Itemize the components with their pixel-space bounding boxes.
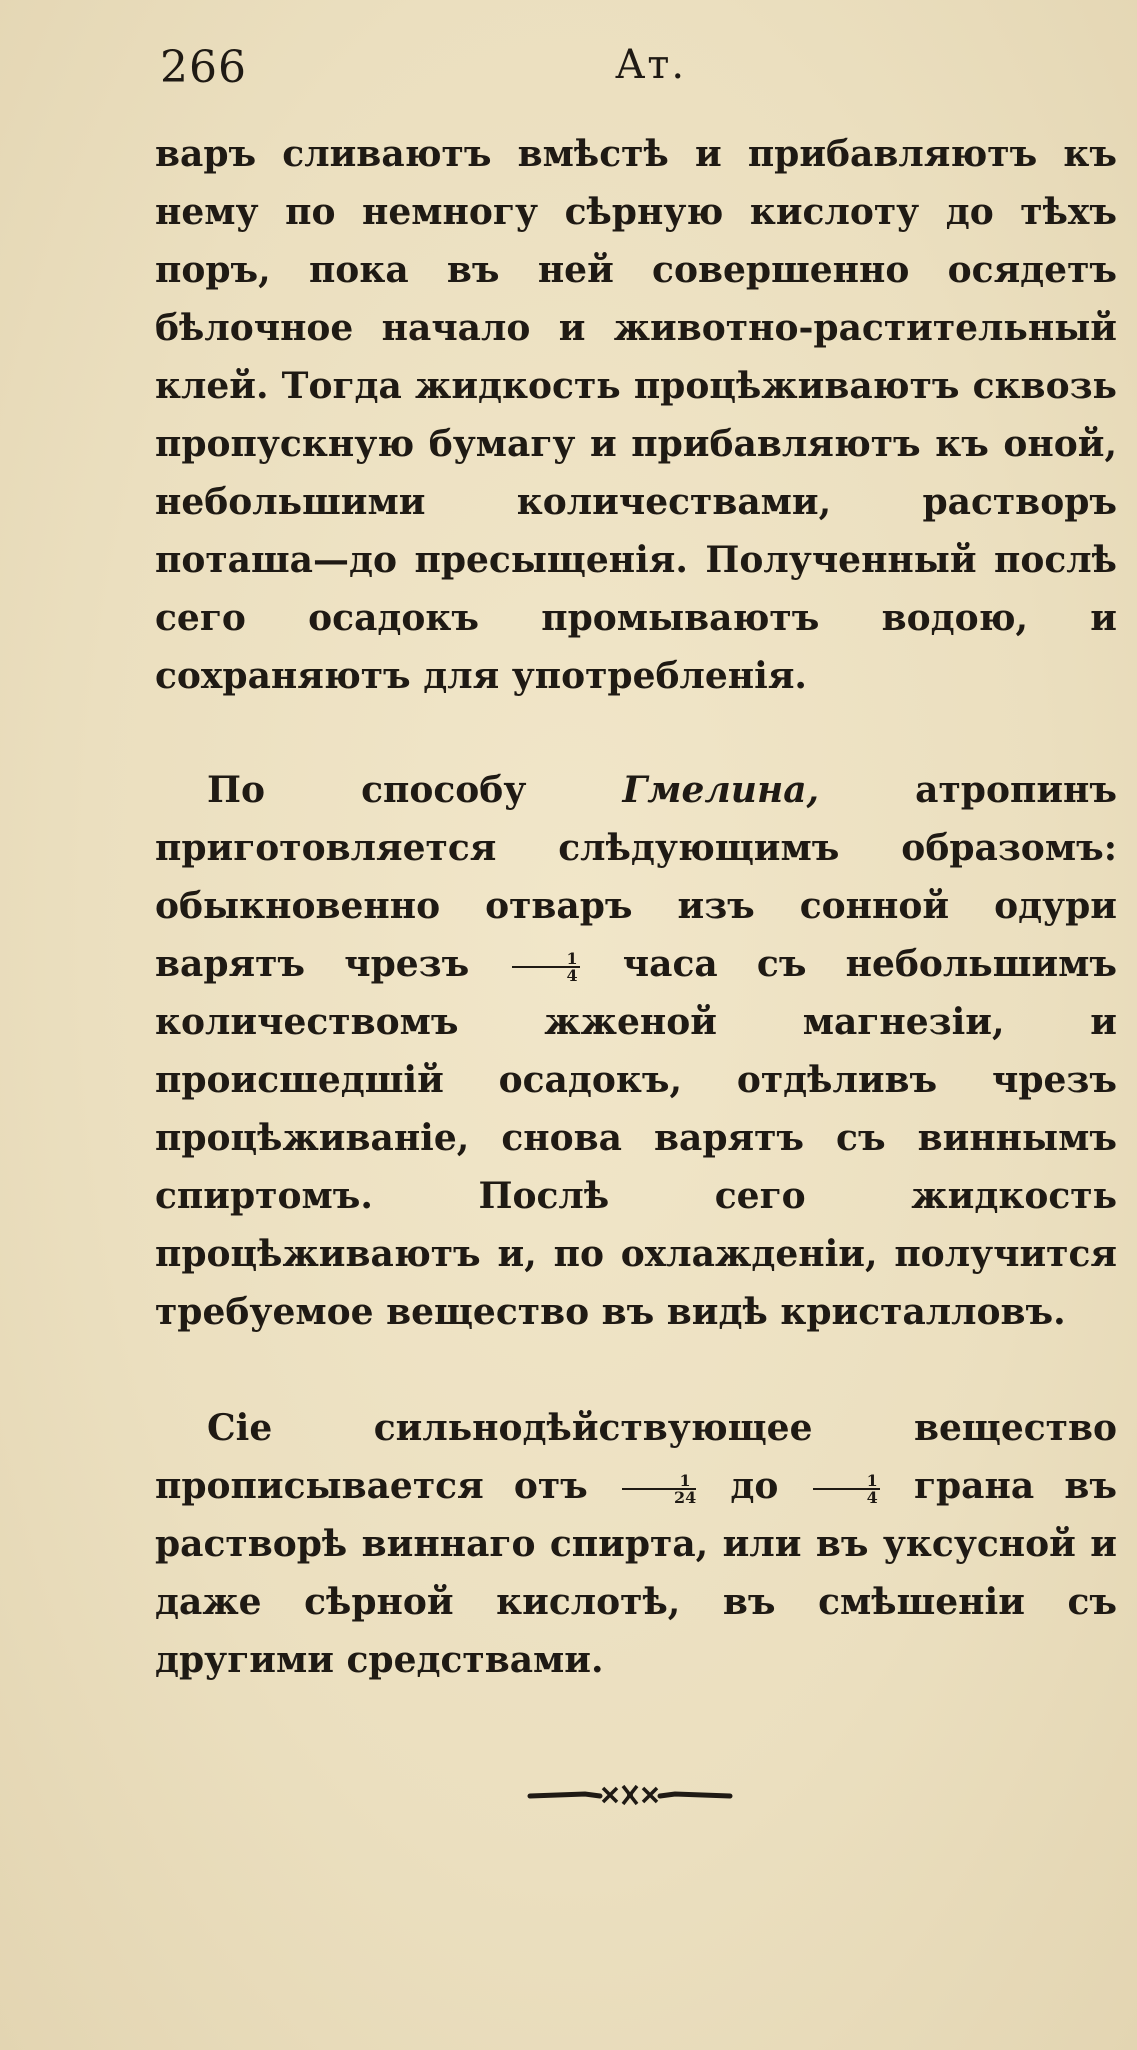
paragraph-3-part2: до	[730, 1465, 779, 1507]
fraction-denominator: 4	[566, 966, 578, 985]
running-head: Ат.	[615, 42, 687, 88]
fraction-denominator: 4	[866, 1488, 878, 1507]
page-header	[160, 42, 1120, 102]
ornament-divider	[525, 1780, 735, 1810]
paragraph-2-intro: По способу	[207, 769, 623, 811]
paragraph-2-text: атропинъ приготовляется слѣдующимъ образомъ: обыкновенно отваръ изъ сонной одури варятъ чрезъ	[155, 769, 1117, 985]
author-name: Гмелина,	[622, 769, 820, 811]
paragraph-3	[155, 1399, 1117, 1689]
paragraph-2-rest: часа съ небольшимъ количествомъ жженой магнезіи, и происшедшій осадокъ, отдѣливъ чрезъ процѣживаніе, снова варятъ съ виннымъ спиртомъ. Послѣ сего жидкость процѣживаютъ и, по охлажденіи, получится требуемое вещество въ видѣ кристалловъ.	[155, 943, 1117, 1333]
fraction-numerator: 1	[813, 1473, 880, 1490]
fraction-numerator: 1	[622, 1473, 696, 1490]
paragraph-3-part1: Сіе сильнодѣйствующее вещество прописывается отъ	[155, 1407, 1117, 1507]
body-text	[155, 125, 1117, 1689]
paragraph-1: варъ сливаютъ вмѣстѣ и прибавляютъ къ нему по немногу сѣрную кислоту до тѣхъ поръ, пока въ ней совершенно осядетъ бѣлочное начало и животно-растительный клей. Тогда жидкость процѣживаютъ сквозь пропускную бумагу и прибавляютъ къ оной, небольшими количествами, растворъ поташа—до пресыщенія. Полученный послѣ сего осадокъ промываютъ водою, и сохраняютъ для употребленія.	[155, 133, 1117, 697]
fraction-dose-max	[813, 1473, 880, 1505]
fraction-quarter	[512, 951, 579, 983]
fraction-denominator: 24	[673, 1488, 697, 1507]
paragraph-2	[155, 761, 1117, 1341]
paragraph-3-part3: грана въ растворѣ виннаго спирта, или въ уксусной и даже сѣрной кислотѣ, въ смѣшеніи съ другими средствами.	[155, 1465, 1117, 1681]
fraction-dose-min	[622, 1473, 696, 1505]
page-number: 266	[160, 42, 247, 93]
fraction-numerator: 1	[512, 951, 579, 968]
